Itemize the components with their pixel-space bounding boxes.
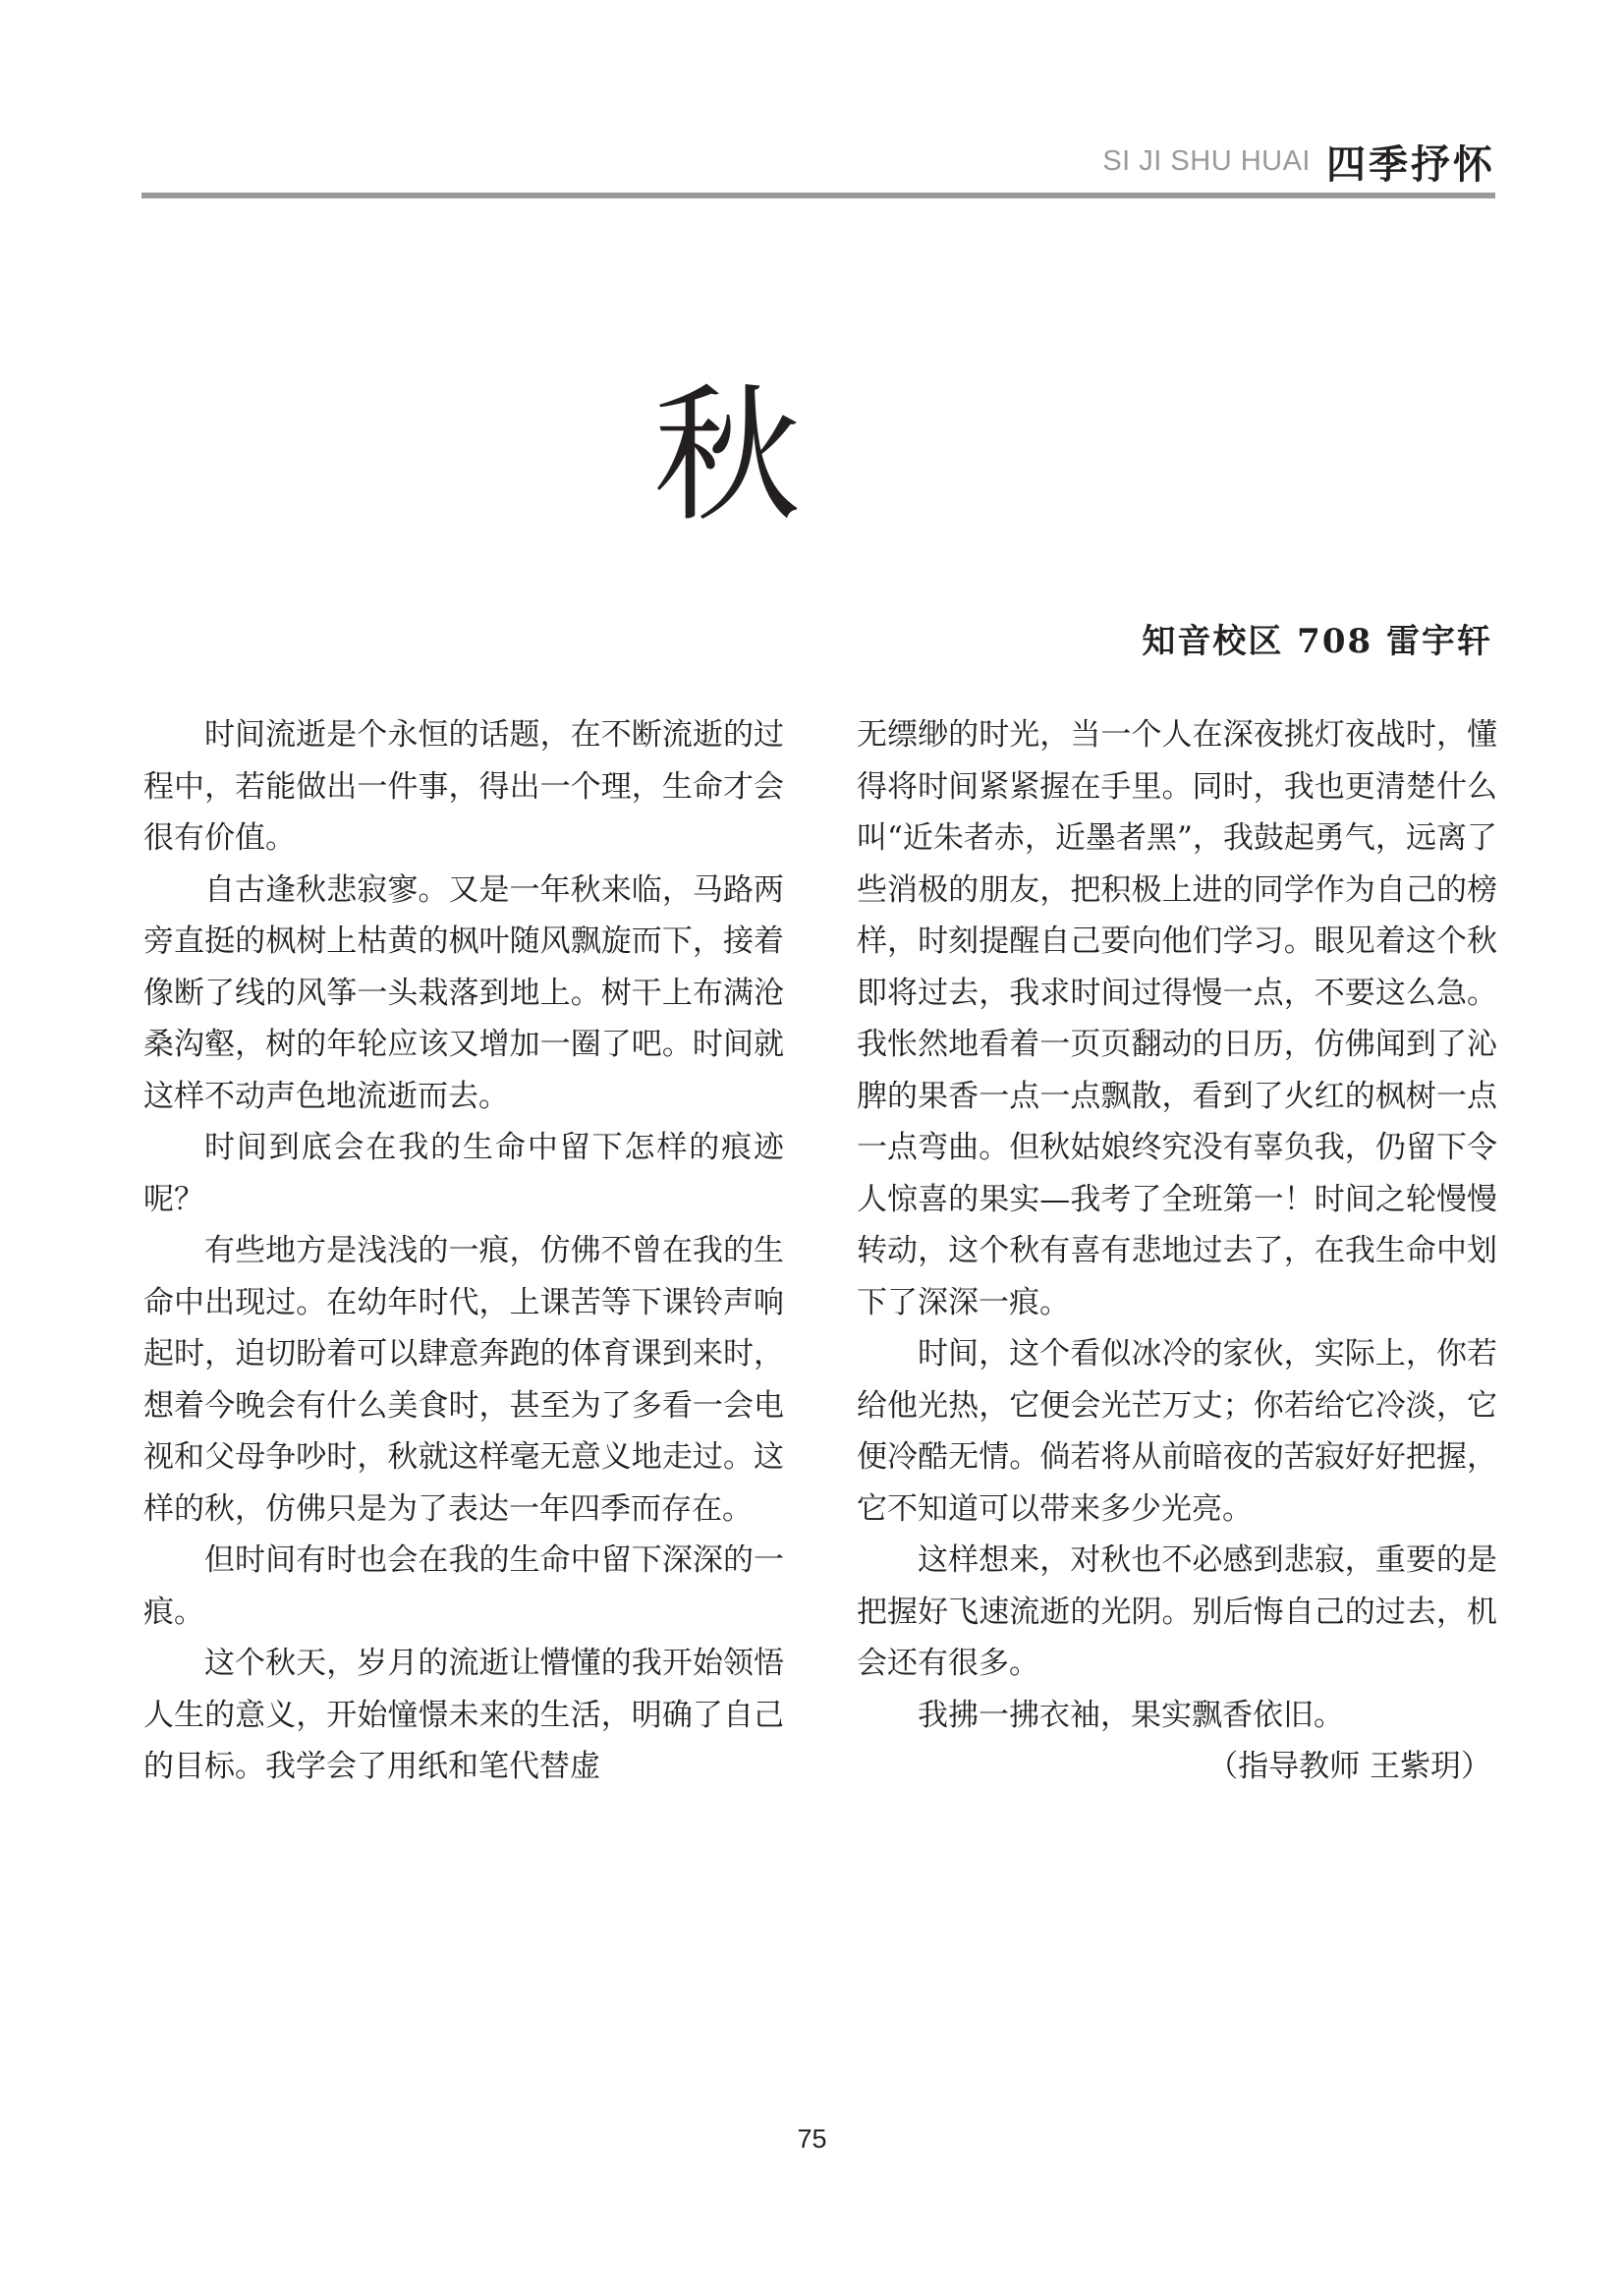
paragraph: 这样想来，对秋也不必感到悲寂，重要的是把握好飞速流逝的光阴。别后悔自己的过去，机会还有很多。 (857, 1542, 1497, 1681)
paragraph: 我拂一拂衣袖，果实飘香依旧。 (918, 1697, 1344, 1733)
paragraph: 这个秋天，岁月的流逝让懵懂的我开始领悟人生的意义，开始憧憬未来的生活，明确了自己的目标。我学会了用纸和笔代替虚 (143, 1646, 784, 1784)
paragraph: 但时间有时也会在我的生命中留下深深的一痕。 (143, 1542, 784, 1630)
running-header (141, 133, 1495, 190)
article-title: 秋 (652, 371, 801, 542)
page-number: 75 (797, 2124, 827, 2154)
paragraph-continuation: 无缥缈的时光，当一个人在深夜挑灯夜战时，懂得将时间紧紧握在手里。同时，我也更清楚什么叫“近朱者赤，近墨者黑”，我鼓起勇气，远离了些消极的朋友，把积极上进的同学作为自己的榜样，时刻提醒自己要向他们学习。眼见着这个秋即将过去，我求时间过得慢一点，不要这么急。我怅然地看着一页页翻动的日历，仿佛闻到了沁脾的果香一点一点飘散，看到了火红的枫树一点一点弯曲。但秋姑娘终究没有辜负我，仍留下令人惊喜的果实—我考了全班第一！时间之轮慢慢转动，这个秋有喜有悲地过去了，在我生命中划下了深深一痕。 (857, 717, 1497, 1320)
header-divider (141, 193, 1495, 198)
paragraph: 有些地方是浅浅的一痕，仿佛不曾在我的生命中出现过。在幼年时代，上课苦等下课铃声响起时，迫切盼着可以肆意奔跑的体育课到来时，想着今晚会有什么美食时，甚至为了多看一会电视和父母争吵时，秋就这样毫无意义地走过。这样的秋，仿佛只是为了表达一年四季而存在。 (143, 1233, 784, 1527)
paragraph: 时间，这个看似冰冷的家伙，实际上，你若给他光热，它便会光芒万丈；你若给它冷淡，它便冷酷无情。倘若将从前暗夜的苦寂好好把握，它不知道可以带来多少光亮。 (857, 1336, 1497, 1527)
header-section-title: 四季抒怀 (1326, 140, 1495, 188)
paragraph: 自古逢秋悲寂寥。又是一年秋来临，马路两旁直挺的枫树上枯黄的枫叶随风飘旋而下，接着像断了线的风筝一头栽落到地上。树干上布满沧桑沟壑，树的年轮应该又增加一圈了吧。时间就这样不动声色地流逝而去。 (143, 871, 784, 1114)
body-column-right (857, 709, 1497, 1793)
header-pinyin: SI JI SHU HUAI (1102, 144, 1311, 177)
paragraph: 时间到底会在我的生命中留下怎样的痕迹呢？ (143, 1130, 784, 1217)
body-column-left (143, 709, 784, 1793)
paragraph: 时间流逝是个永恒的话题，在不断流逝的过程中，若能做出一件事，得出一个理，生命才会很有价值。 (143, 717, 784, 856)
article-author: 知音校区 708 雷宇轩 (1142, 622, 1492, 661)
teacher-credit: （指导教师 王紫玥） (1207, 1749, 1491, 1784)
